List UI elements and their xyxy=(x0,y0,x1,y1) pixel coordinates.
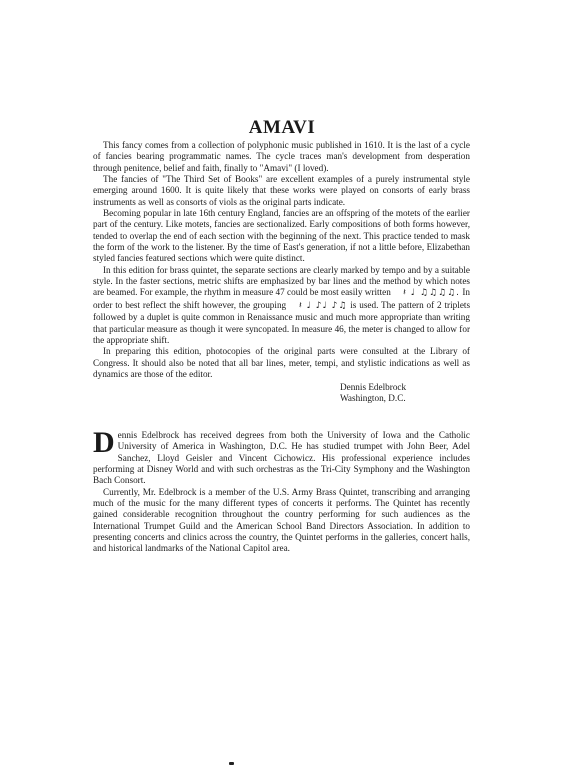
notes-paragraph-2: The fancies of "The Third Set of Books" are excellent examples of a purely instrumental style emerging around 1600. It is quite likely that these works were played on consorts of early brass instruments as well as consorts of viols as the original parts indicate. xyxy=(93,174,470,207)
notes-paragraph-4-part-b: In order to best reflect the shift however, the grouping xyxy=(93,287,471,310)
bio-paragraph-1 xyxy=(93,426,470,487)
signature-name: Dennis Edelbrock xyxy=(340,382,407,392)
drop-cap: D xyxy=(93,426,115,459)
bio-paragraph-2: Currently, Mr. Edelbrock is a member of the U.S. Army Brass Quintet, transcribing and arranging much of the music for the many different types of concerts it performs. The Quintet has recently gained considerable recognition throughout the country performing for such audiences as the International Trumpet Guild and the American School Band Directors Association. In addition to presenting concerts and clinics across the country, the Quintet performs in the galleries, concert halls, and historical landmarks of the National Capitol area. xyxy=(93,486,470,554)
notes-paragraph-1: This fancy comes from a collection of polyphonic music published in 1610. It is the last of a cycle of fancies bearing programmatic names. The cycle traces man's development from desperation through penitence, belief and faith, finally to "Amavi" (I loved). xyxy=(93,140,470,173)
author-biography xyxy=(93,426,470,555)
program-notes xyxy=(93,140,470,380)
notes-paragraph-4-part-a: In this edition for brass quintet, the separate sections are clearly marked by tempo and by a suitable style. In the faster sections, metric shifts are emphasized by bar lines and the method by which notes are beamed. For example, the rhythm in measure 47 could be most easily written xyxy=(93,264,470,298)
rhythm-notation-icon: 𝄽 ♩ ♫♫♫♫. xyxy=(403,288,461,299)
notes-paragraph-5: In preparing this edition, photocopies of the original parts were consulted at the Library of Congress. It should also be noted that all bar lines, meter, tempi, and stylistic indications as well as dynamics are those of the editor. xyxy=(93,346,470,379)
bio-paragraph-1-text: ennis Edelbrock has received degrees from both the University of Iowa and the Catholic University of America in Washington, D.C. He has studied trumpet with John Beer, Adel Sanchez, Lloyd Geisler and Vincent Cichowicz. His professional experience includes performing at Disney World and with such orchestras as the Tri-City Symphony and the Washington Bach Consort. xyxy=(93,430,470,486)
notes-paragraph-4 xyxy=(93,265,470,346)
notes-paragraph-4-part-c: is used. The pattern of 2 triplets followed by a duplet is quite common in Renaissance music and much more appropriate than writing that particular measure as though it were syncopated. In measure 46, the meter is changed to allow for the appropriate shift. xyxy=(93,299,471,345)
page-title: AMAVI xyxy=(248,117,316,138)
notes-paragraph-3: Becoming popular in late 16th century England, fancies are an offspring of the motets of the earlier part of the century. Like motets, fancies are sectionalized. Early compositions of both forms however, tended to overlap the end of each section with the beginning of the next. This practice tended to mask the form of the work to the listener. By the time of East's generation, if not a little before, Elizabethan styled fancies featured sections which were quite distinct. xyxy=(93,208,470,264)
page-marker xyxy=(229,762,234,765)
signature-place: Washington, D.C. xyxy=(340,393,406,404)
signature-block xyxy=(340,382,406,405)
rhythm-grouping-icon: 𝄽 ♩ ♪♩ ♪♫ xyxy=(299,300,348,311)
